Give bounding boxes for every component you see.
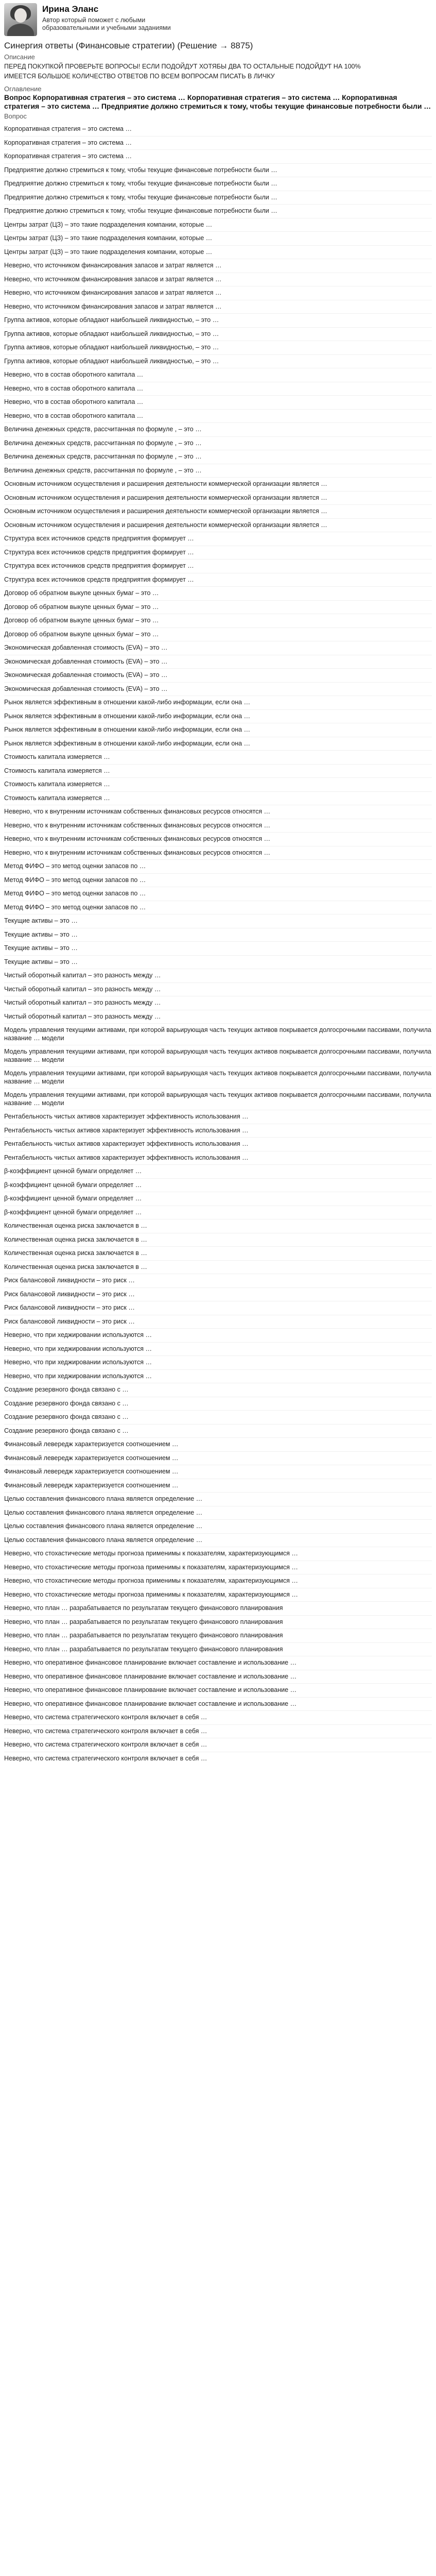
- list-item[interactable]: Неверно, что источником финансирования запасов и затрат является …: [4, 273, 432, 286]
- list-item[interactable]: Рынок является эффективным в отношении какой-либо информации, если она …: [4, 709, 432, 723]
- list-item[interactable]: Неверно, что оперативное финансовое планирование включает составление и использование …: [4, 1670, 432, 1684]
- list-item[interactable]: Величина денежных средств, рассчитанная по формуле , – это …: [4, 422, 432, 436]
- list-item[interactable]: Количественная оценка риска заключается в …: [4, 1260, 432, 1274]
- description-label: Описание: [4, 53, 35, 61]
- list-item[interactable]: Неверно, что в состав оборотного капитала …: [4, 382, 432, 396]
- list-item[interactable]: Неверно, что в состав оборотного капитала …: [4, 368, 432, 382]
- list-item[interactable]: Текущие активы – это …: [4, 941, 432, 955]
- list-item[interactable]: Рентабельность чистых активов характеризует эффективность использования …: [4, 1124, 432, 1138]
- list-item[interactable]: Количественная оценка риска заключается в …: [4, 1233, 432, 1247]
- question-heading: Вопрос Корпоративная стратегия – это система … Корпоративная стратегия – это система … Корпоративная стратегия – это система … Предприятие должно стремиться к тому, чтобы текущие финансовые потребности были …: [4, 93, 431, 110]
- list-item[interactable]: Договор об обратном выкупе ценных бумаг – это …: [4, 600, 432, 614]
- list-item[interactable]: Корпоративная стратегия – это система …: [4, 149, 432, 163]
- question-label: Вопрос: [4, 112, 27, 120]
- list-item[interactable]: Стоимость капитала измеряется …: [4, 791, 432, 805]
- list-item[interactable]: Величина денежных средств, рассчитанная по формуле , – это …: [4, 464, 432, 478]
- list-item[interactable]: Неверно, что система стратегического контроля включает в себя …: [4, 1710, 432, 1724]
- description-line-1: ПЕРЕД ПОКУПКОЙ ПРОВЕРЬТЕ ВОПРОСЫ! ЕСЛИ ПОДОЙДУТ ХОТЯБЫ ДВА ТО ОСТАЛЬНЫЕ ПОДОЙДУТ НА 100%: [4, 63, 361, 70]
- list-item[interactable]: Неверно, что стохастические методы прогноза применимы к показателям, характеризующимся …: [4, 1561, 432, 1574]
- list-item[interactable]: Экономическая добавленная стоимость (EVA) – это …: [4, 655, 432, 669]
- list-item[interactable]: Величина денежных средств, рассчитанная по формуле , – это …: [4, 436, 432, 450]
- list-item[interactable]: β-коэффициент ценной бумаги определяет …: [4, 1206, 432, 1219]
- list-item[interactable]: Договор об обратном выкупе ценных бумаг – это …: [4, 586, 432, 600]
- list-item[interactable]: Неверно, что план … разрабатывается по результатам текущего финансового планирования: [4, 1629, 432, 1642]
- list-item[interactable]: Целью составления финансового плана является определение …: [4, 1492, 432, 1506]
- list-item[interactable]: Неверно, что система стратегического контроля включает в себя …: [4, 1724, 432, 1738]
- list-item[interactable]: Создание резервного фонда связано с …: [4, 1397, 432, 1411]
- list-item[interactable]: Модель управления текущими активами, при которой варьирующая часть текущих активов покрывается долгосрочными пассивами, получила название … модели: [4, 1088, 432, 1110]
- list-item[interactable]: Количественная оценка риска заключается в …: [4, 1246, 432, 1260]
- list-item[interactable]: Неверно, что к внутренним источникам собственных финансовых ресурсов относятся …: [4, 832, 432, 846]
- list-item[interactable]: Предприятие должно стремиться к тому, чтобы текущие финансовые потребности были …: [4, 191, 432, 205]
- list-item[interactable]: Целью составления финансового плана является определение …: [4, 1519, 432, 1533]
- list-item[interactable]: Чистый оборотный капитал – это разность между …: [4, 969, 432, 982]
- list-item[interactable]: Неверно, что при хеджировании используются …: [4, 1369, 432, 1383]
- list-item[interactable]: Модель управления текущими активами, при которой варьирующая часть текущих активов покрывается долгосрочными пассивами, получила название … модели: [4, 1023, 432, 1045]
- list-item[interactable]: Основным источником осуществления и расширения деятельности коммерческой организации является …: [4, 477, 432, 491]
- list-item[interactable]: Создание резервного фонда связано с …: [4, 1410, 432, 1424]
- list-item[interactable]: Неверно, что план … разрабатывается по результатам текущего финансового планирования: [4, 1615, 432, 1629]
- list-item[interactable]: Текущие активы – это …: [4, 955, 432, 969]
- list-item[interactable]: Финансовый левередж характеризуется соотношением …: [4, 1451, 432, 1465]
- list-item[interactable]: Неверно, что оперативное финансовое планирование включает составление и использование …: [4, 1656, 432, 1670]
- list-item[interactable]: Неверно, что в состав оборотного капитала …: [4, 409, 432, 423]
- list-item[interactable]: Создание резервного фонда связано с …: [4, 1383, 432, 1397]
- author-description: Автор который поможет с любыми образовательными и учебными заданиями: [42, 16, 171, 31]
- list-item[interactable]: Чистый оборотный капитал – это разность между …: [4, 996, 432, 1010]
- list-item[interactable]: Экономическая добавленная стоимость (EVA) – это …: [4, 668, 432, 682]
- description-line-2: ИМЕЕТСЯ БОЛЬШОЕ КОЛИЧЕСТВО ОТВЕТОВ ПО ВСЕМ ВОПРОСАМ ПИСАТЬ В ЛИЧКУ: [4, 72, 275, 80]
- list-item[interactable]: Метод ФИФО – это метод оценки запасов по …: [4, 901, 432, 914]
- list-item[interactable]: Финансовый левередж характеризуется соотношением …: [4, 1437, 432, 1451]
- page-title: Синергия ответы (Финансовые стратегии) (Решение → 8875): [4, 41, 253, 50]
- list-item[interactable]: Неверно, что стохастические методы прогноза применимы к показателям, характеризующимся …: [4, 1574, 432, 1588]
- author-card: [4, 3, 432, 36]
- list-item[interactable]: Неверно, что при хеджировании используются …: [4, 1355, 432, 1369]
- list-item[interactable]: Модель управления текущими активами, при которой варьирующая часть текущих активов покрывается долгосрочными пассивами, получила название … модели: [4, 1045, 432, 1066]
- list-item[interactable]: Структура всех источников средств предприятия формирует …: [4, 532, 432, 546]
- list-item[interactable]: Рентабельность чистых активов характеризует эффективность использования …: [4, 1151, 432, 1165]
- list-item[interactable]: Группа активов, которые обладают наибольшей ликвидностью, – это …: [4, 354, 432, 368]
- list-item[interactable]: Основным источником осуществления и расширения деятельности коммерческой организации является …: [4, 504, 432, 518]
- list-item[interactable]: Неверно, что источником финансирования запасов и затрат является …: [4, 286, 432, 300]
- list-item[interactable]: Неверно, что к внутренним источникам собственных финансовых ресурсов относятся …: [4, 819, 432, 833]
- list-item[interactable]: Неверно, что источником финансирования запасов и затрат является …: [4, 300, 432, 314]
- list-item[interactable]: Финансовый левередж характеризуется соотношением …: [4, 1479, 432, 1493]
- list-item[interactable]: Риск балансовой ликвидности – это риск …: [4, 1274, 432, 1287]
- list-item[interactable]: Структура всех источников средств предприятия формирует …: [4, 546, 432, 560]
- list-item[interactable]: Создание резервного фонда связано с …: [4, 1424, 432, 1438]
- list-item[interactable]: Риск балансовой ликвидности – это риск …: [4, 1315, 432, 1329]
- list-item[interactable]: Неверно, что при хеджировании используются …: [4, 1342, 432, 1356]
- list-item[interactable]: Экономическая добавленная стоимость (EVA) – это …: [4, 682, 432, 696]
- list-item[interactable]: Метод ФИФО – это метод оценки запасов по …: [4, 859, 432, 873]
- list-item[interactable]: Чистый оборотный капитал – это разность между …: [4, 982, 432, 996]
- author-name[interactable]: Ирина Эланс: [42, 4, 99, 14]
- list-item[interactable]: Неверно, что система стратегического контроля включает в себя …: [4, 1738, 432, 1752]
- list-item[interactable]: Неверно, что при хеджировании используются …: [4, 1328, 432, 1342]
- list-item[interactable]: Метод ФИФО – это метод оценки запасов по …: [4, 887, 432, 901]
- list-item[interactable]: Финансовый левередж характеризуется соотношением …: [4, 1465, 432, 1479]
- list-item[interactable]: Экономическая добавленная стоимость (EVA) – это …: [4, 641, 432, 655]
- list-item[interactable]: Риск балансовой ликвидности – это риск …: [4, 1301, 432, 1315]
- avatar[interactable]: [4, 3, 37, 36]
- list-item[interactable]: Неверно, что оперативное финансовое планирование включает составление и использование …: [4, 1683, 432, 1697]
- list-item[interactable]: Стоимость капитала измеряется …: [4, 750, 432, 764]
- list-item[interactable]: Группа активов, которые обладают наибольшей ликвидностью, – это …: [4, 313, 432, 327]
- list-item[interactable]: Основным источником осуществления и расширения деятельности коммерческой организации является …: [4, 491, 432, 505]
- list-item[interactable]: Неверно, что стохастические методы прогноза применимы к показателям, характеризующимся …: [4, 1588, 432, 1602]
- list-item[interactable]: Рентабельность чистых активов характеризует эффективность использования …: [4, 1137, 432, 1151]
- list-item[interactable]: Целью составления финансового плана является определение …: [4, 1533, 432, 1547]
- list-item[interactable]: β-коэффициент ценной бумаги определяет …: [4, 1192, 432, 1206]
- list-item[interactable]: Центры затрат (ЦЗ) – это такие подразделения компании, которые …: [4, 231, 432, 245]
- list-item[interactable]: Структура всех источников средств предприятия формирует …: [4, 559, 432, 573]
- list-item[interactable]: Рынок является эффективным в отношении какой-либо информации, если она …: [4, 696, 432, 709]
- list-item[interactable]: Риск балансовой ликвидности – это риск …: [4, 1287, 432, 1301]
- list-item[interactable]: Рынок является эффективным в отношении какой-либо информации, если она …: [4, 723, 432, 737]
- list-item[interactable]: Целью составления финансового плана является определение …: [4, 1506, 432, 1520]
- list-item[interactable]: β-коэффициент ценной бумаги определяет …: [4, 1164, 432, 1178]
- list-item[interactable]: Стоимость капитала измеряется …: [4, 764, 432, 778]
- list-item[interactable]: Величина денежных средств, рассчитанная по формуле , – это …: [4, 450, 432, 464]
- list-item[interactable]: Метод ФИФО – это метод оценки запасов по …: [4, 873, 432, 887]
- list-item[interactable]: Текущие активы – это …: [4, 928, 432, 942]
- list-item[interactable]: Чистый оборотный капитал – это разность между …: [4, 1010, 432, 1024]
- list-item[interactable]: Неверно, что в состав оборотного капитала …: [4, 395, 432, 409]
- list-item[interactable]: Рентабельность чистых активов характеризует эффективность использования …: [4, 1110, 432, 1124]
- list-item[interactable]: Неверно, что план … разрабатывается по результатам текущего финансового планирования: [4, 1601, 432, 1615]
- list-item[interactable]: Центры затрат (ЦЗ) – это такие подразделения компании, которые …: [4, 245, 432, 259]
- list-item[interactable]: Стоимость капитала измеряется …: [4, 777, 432, 791]
- list-item[interactable]: β-коэффициент ценной бумаги определяет …: [4, 1178, 432, 1192]
- list-item[interactable]: Неверно, что система стратегического контроля включает в себя …: [4, 1752, 432, 1766]
- list-item[interactable]: Группа активов, которые обладают наибольшей ликвидностью, – это …: [4, 327, 432, 341]
- author-info: [42, 3, 171, 32]
- list-item[interactable]: Рынок является эффективным в отношении какой-либо информации, если она …: [4, 737, 432, 751]
- list-item[interactable]: Структура всех источников средств предприятия формирует …: [4, 573, 432, 587]
- list-item[interactable]: Договор об обратном выкупе ценных бумаг – это …: [4, 628, 432, 641]
- list-item[interactable]: Текущие активы – это …: [4, 914, 432, 928]
- list-item[interactable]: Неверно, что к внутренним источникам собственных финансовых ресурсов относятся …: [4, 846, 432, 860]
- list-item[interactable]: Договор об обратном выкупе ценных бумаг – это …: [4, 614, 432, 628]
- list-item[interactable]: Предприятие должно стремиться к тому, чтобы текущие финансовые потребности были …: [4, 177, 432, 191]
- list-item[interactable]: Модель управления текущими активами, при которой варьирующая часть текущих активов покрывается долгосрочными пассивами, получила название … модели: [4, 1066, 432, 1088]
- list-item[interactable]: Неверно, что оперативное финансовое планирование включает составление и использование …: [4, 1697, 432, 1711]
- toc-label: Оглавление: [4, 85, 42, 93]
- list-item[interactable]: Неверно, что источником финансирования запасов и затрат является …: [4, 259, 432, 273]
- list-item[interactable]: Группа активов, которые обладают наибольшей ликвидностью, – это …: [4, 341, 432, 354]
- list-item[interactable]: Корпоративная стратегия – это система …: [4, 136, 432, 150]
- question-list: [4, 123, 432, 1765]
- list-item[interactable]: Основным источником осуществления и расширения деятельности коммерческой организации является …: [4, 518, 432, 532]
- list-item[interactable]: Центры затрат (ЦЗ) – это такие подразделения компании, которые …: [4, 218, 432, 232]
- list-item[interactable]: Предприятие должно стремиться к тому, чтобы текущие финансовые потребности были …: [4, 204, 432, 218]
- list-item[interactable]: Неверно, что план … разрабатывается по результатам текущего финансового планирования: [4, 1642, 432, 1656]
- list-item[interactable]: Корпоративная стратегия – это система …: [4, 125, 132, 132]
- list-item[interactable]: Количественная оценка риска заключается в …: [4, 1219, 432, 1233]
- list-item[interactable]: Неверно, что стохастические методы прогноза применимы к показателям, характеризующимся …: [4, 1547, 432, 1561]
- list-item[interactable]: Неверно, что к внутренним источникам собственных финансовых ресурсов относятся …: [4, 805, 432, 819]
- list-item[interactable]: Предприятие должно стремиться к тому, чтобы текущие финансовые потребности были …: [4, 163, 432, 177]
